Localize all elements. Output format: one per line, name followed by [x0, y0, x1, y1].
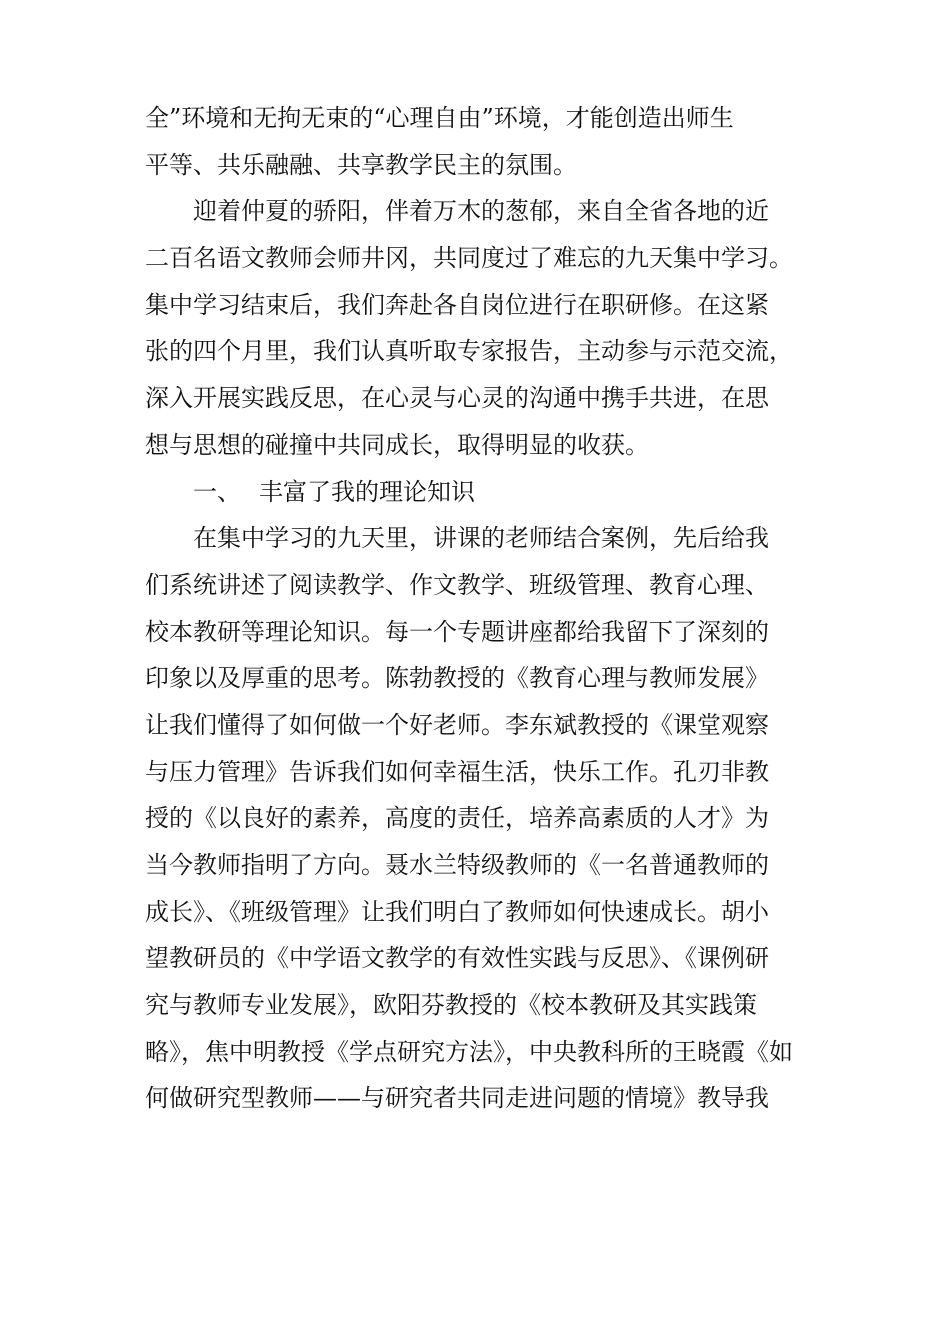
text-line: 迎着仲夏的骄阳，伴着万木的葱郁，来自全省各地的近 [193, 197, 769, 226]
text-line: 全”环境和无拘无束的“心理自由”环境，才能创造出师生 [145, 104, 734, 132]
text-line: 校本教研等理论知识。每一个专题讲座都给我留下了深刻的 [145, 617, 769, 646]
text-line: 何做研究型教师——与研究者共同走进问题的情境》教导我 [145, 1084, 769, 1113]
text-line: 二百名语文教师会师井冈，共同度过了难忘的九天集中学习。 [145, 244, 793, 273]
text-line: 张的四个月里，我们认真听取专家报告，主动参与示范交流， [145, 337, 793, 366]
text-line: 略》，焦中明教授《学点研究方法》，中央教科所的王晓霞《如 [145, 1037, 793, 1066]
text-line: 成长》、《班级管理》让我们明白了教师如何快速成长。胡小 [145, 897, 769, 926]
section-heading [145, 469, 810, 516]
text-line: 让我们懂得了如何做一个好老师。李东斌教授的《课堂观察 [145, 710, 769, 739]
text-line: 究与教师专业发展》，欧阳芬教授的《校本教研及其实践策 [145, 991, 757, 1020]
section-heading-number: 一、 [193, 477, 241, 506]
text-line: 印象以及厚重的思考。陈勃教授的《教育心理与教师发展》 [145, 664, 769, 693]
section-heading-title: 丰富了我的理论知识 [259, 477, 475, 506]
text-line: 集中学习结束后，我们奔赴各自岗位进行在职研修。在这紧 [145, 290, 769, 319]
text-line: 与压力管理》告诉我们如何幸福生活，快乐工作。孔刃非教 [145, 757, 769, 786]
text-line: 当今教师指明了方向。聂水兰特级教师的《一名普通教师的 [145, 851, 769, 879]
text-line: 深入开展实践反思，在心灵与心灵的沟通中携手共进，在思 [145, 384, 769, 413]
text-line: 平等、共乐融融、共享教学民主的氛围。 [145, 150, 577, 179]
text-line: 在集中学习的九天里，讲课的老师结合案例，先后给我 [193, 524, 769, 553]
body-text [145, 95, 810, 1122]
text-line: 想与思想的碰撞中共同成长，取得明显的收获。 [145, 430, 649, 459]
text-line: 望教研员的《中学语文教学的有效性实践与反思》、《课例研 [145, 944, 769, 973]
text-line: 们系统讲述了阅读教学、作文教学、班级管理、教育心理、 [145, 570, 769, 599]
text-line: 授的《以良好的素养，高度的责任，培养高素质的人才》为 [145, 804, 769, 833]
